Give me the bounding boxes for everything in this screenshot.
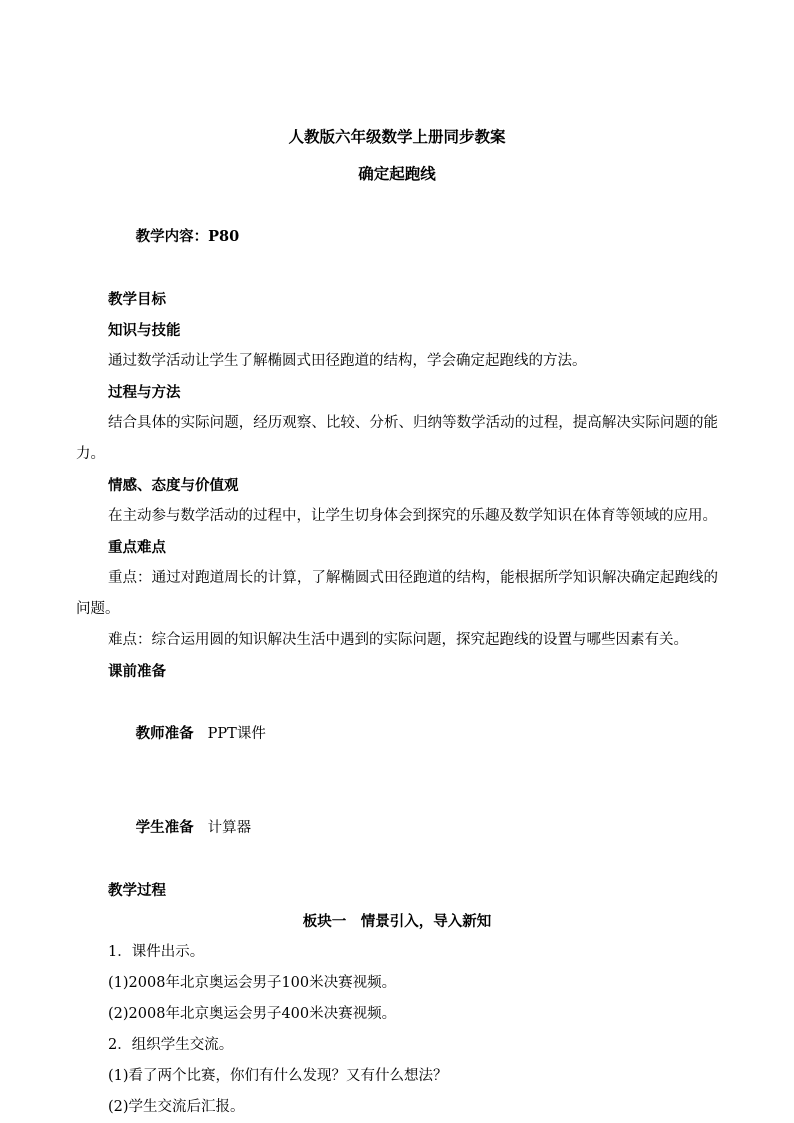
teacher-prep-value: PPT课件 [207,726,266,742]
teaching-content-line [76,190,718,284]
emotion-heading: 情感、态度与价值观 [108,477,239,494]
teacher-prep-label: 教师准备 [135,725,194,742]
process-heading: 过程与方法 [108,384,181,401]
knowledge-heading: 知识与技能 [108,322,181,339]
goals-heading: 教学目标 [108,291,166,308]
document-title: 人教版六年级数学上册同步教案 [288,127,506,146]
teaching-content: 教学内容：P80 [135,228,240,245]
teacher-prep-line [76,687,718,781]
step-2: 2．组织学生交流。 [108,1037,234,1053]
difficult-point-text: 难点：综合运用圆的知识解决生活中遇到的实际问题，探究起跑线的设置与哪些因素有关。 [108,632,688,648]
step-1: 1．课件出示。 [108,944,205,960]
student-prep-line [76,781,718,875]
knowledge-text: 通过数学活动让学生了解椭圆式田径跑道的结构，学会确定起跑线的方法。 [108,353,587,369]
module-heading: 板块一 情景引入，导入新知 [302,913,492,930]
document-body [76,120,718,1123]
step-1-b: (2)2008年北京奥运会男子400米决赛视频。 [108,1006,397,1022]
key-heading: 重点难点 [108,539,166,556]
prep-heading: 课前准备 [108,663,166,680]
lesson-title: 确定起跑线 [358,164,436,183]
step-2-a: (1)看了两个比赛，你们有什么发现？又有什么想法？ [108,1068,448,1084]
student-prep-value: 计算器 [207,820,252,836]
step-2-b: (2)学生交流后汇报。 [108,1099,245,1115]
step-1-a: (1)2008年北京奥运会男子100米决赛视频。 [108,975,397,991]
key-point-text: 重点：通过对跑道周长的计算，了解椭圆式田径跑道的结构，能根据所学知识解决确定起跑线的问题。 [76,570,718,617]
student-prep-label: 学生准备 [135,819,194,836]
process-text: 结合具体的实际问题，经历观察、比较、分析、归纳等数学活动的过程，提高解决实际问题的能力。 [76,415,718,462]
process-section-heading: 教学过程 [108,882,166,899]
emotion-text: 在主动参与数学活动的过程中，让学生切身体会到探究的乐趣及数学知识在体育等领域的应用。 [108,508,717,524]
